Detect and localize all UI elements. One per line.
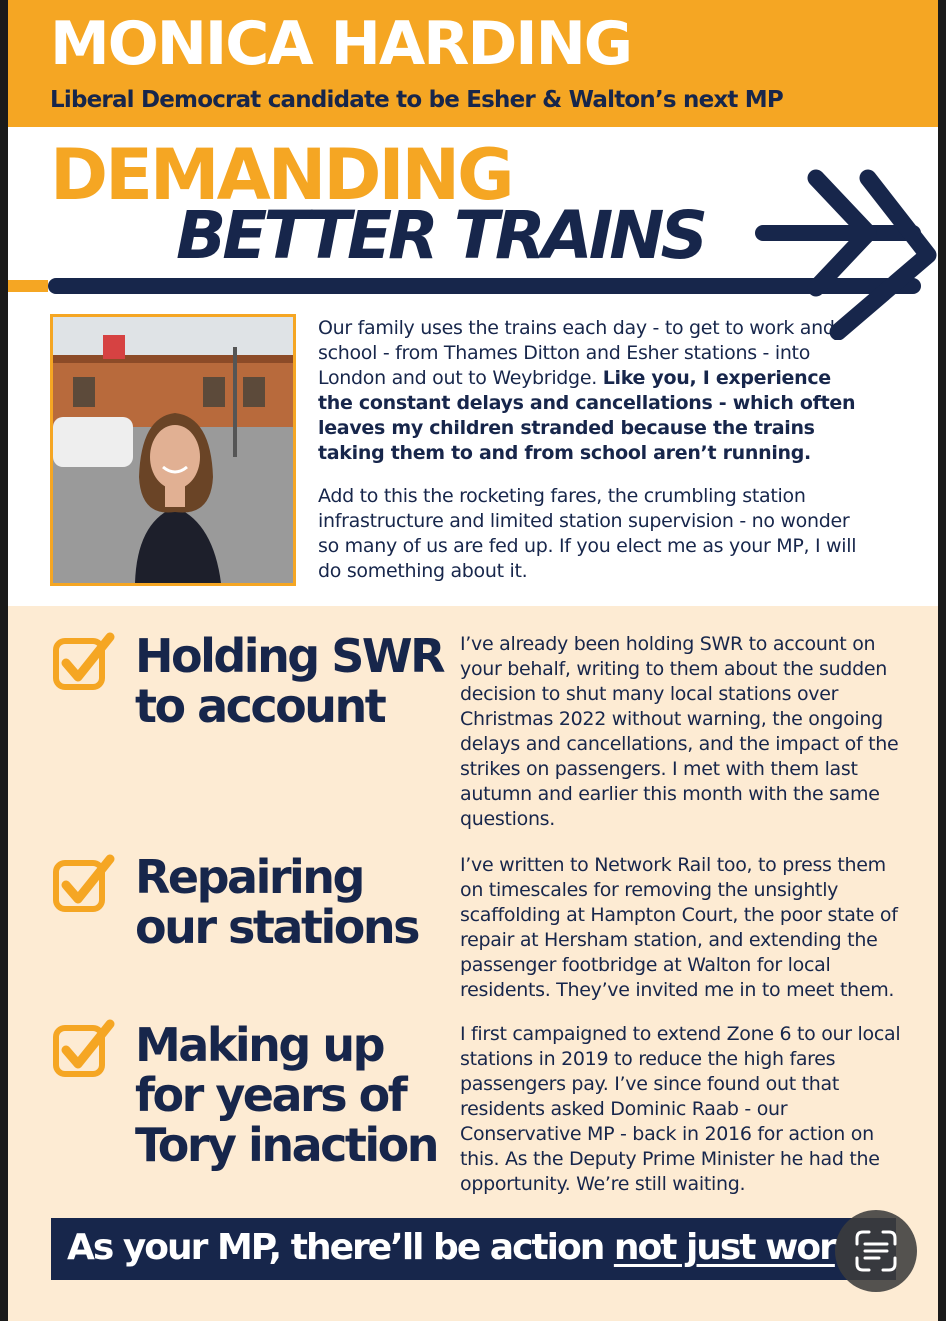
- intro-p1-plain: Our family uses the trains each day - to get to work and school - from Thames Ditton and Esher stations - into London and out to Weybridge.: [318, 317, 835, 389]
- pledge-title-line: Repairing: [135, 850, 363, 904]
- header-banner: [8, 0, 938, 127]
- pledge-title-line: Tory inaction: [135, 1118, 437, 1172]
- footer-banner: [51, 1218, 896, 1280]
- candidate-name: MONICA HARDING: [50, 9, 632, 79]
- scan-text-button[interactable]: [835, 1210, 917, 1292]
- headline-demanding: DEMANDING: [50, 134, 512, 216]
- pledge-title-line: Holding SWR: [135, 629, 444, 683]
- checkbox-tick-icon: [52, 853, 116, 917]
- pledge-title: [135, 631, 443, 731]
- pledge-body: I’ve already been holding SWR to account on your behalf, writing to them about the sudden decision to shut many local stations over Christmas 2022 without warning, the ongoing delays and cancellations, and the impact of the strikes on passengers. I met with them last autumn and earlier this month with the same questions.: [460, 633, 899, 830]
- pledge-body: I first campaigned to extend Zone 6 to our local stations in 2019 to reduce the high fares passengers pay. I’ve since found out that residents asked Dominic Raab - our Conservative MP - back in 2016 for action on this. As the Deputy Prime Minister he had the opportunity. We’re still waiting.: [460, 1023, 901, 1195]
- candidate-subtitle: Liberal Democrat candidate to be Esher & Walton’s next MP: [50, 87, 783, 113]
- pledge-title-line: our stations: [135, 900, 418, 954]
- pledge-title-line: for years of: [135, 1068, 406, 1122]
- footer-slogan-underlined: not just wor: [613, 1227, 835, 1268]
- pledge-title: [135, 1020, 437, 1170]
- scan-text-icon: [835, 1210, 917, 1292]
- intro-p1-bold: Like you, I experience the constant delays and cancellations - which often leaves my children stranded because the trains taking them to and from school aren’t running.: [318, 367, 856, 464]
- pledge-title: [135, 852, 418, 952]
- candidate-photo: [50, 314, 296, 586]
- intro-text: [318, 316, 858, 602]
- pledge-title-line: to account: [135, 679, 385, 733]
- intro-paragraph-1: [318, 316, 858, 466]
- pledge-body: I’ve written to Network Rail too, to press them on timescales for removing the unsightly scaffolding at Hampton Court, the poor state of repair at Hersham station, and extending the passenger footbridge at Walton for local residents. They’ve invited me in to meet them.: [460, 854, 898, 1001]
- checkbox-tick-icon: [52, 1018, 116, 1082]
- pledges-section: [8, 606, 938, 1321]
- footer-slogan: [67, 1227, 835, 1268]
- checkbox-tick-icon: [52, 631, 116, 695]
- intro-paragraph-2: Add to this the rocketing fares, the crumbling station infrastructure and limited station supervision - no wonder so many of us are fed up. If you elect me as your MP, I will do something about it.: [318, 485, 857, 582]
- headline-better-trains: BETTER TRAINS: [176, 197, 705, 274]
- footer-slogan-plain: As your MP, there’ll be action: [67, 1227, 614, 1268]
- pledge-title-line: Making up: [135, 1018, 384, 1072]
- flyer-page: [8, 0, 938, 1321]
